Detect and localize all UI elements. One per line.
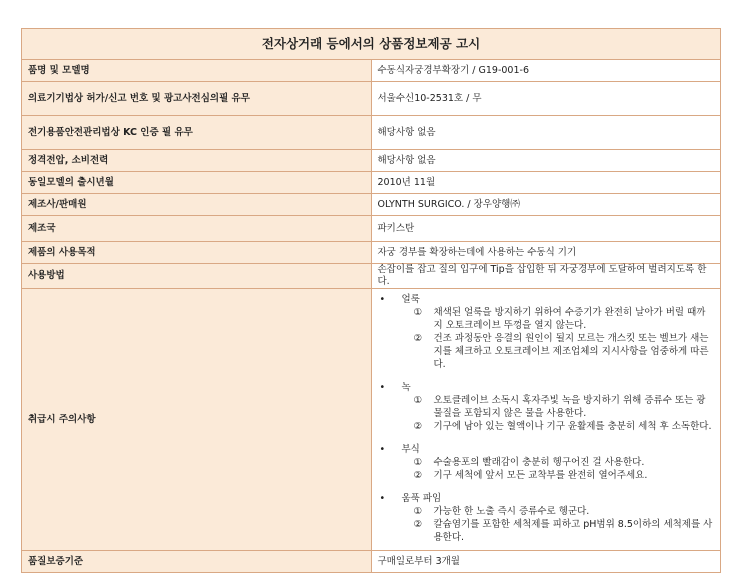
precaution-section-corrosion [378, 443, 715, 482]
item-text: 칼슘염기를 포함한 세척제를 피하고 pH범위 8.5이하의 세척제를 사용한다. [433, 519, 713, 543]
item-number: ② [413, 470, 423, 481]
row-product-name [22, 60, 721, 82]
item-text: 기구에 남아 있는 혈액이나 기구 윤활제를 충분히 세척 후 소독한다. [433, 421, 712, 432]
section-heading: 녹 [401, 381, 411, 393]
row-value: 해당사항 없음 [371, 116, 721, 150]
item-number: ① [413, 506, 423, 517]
product-info-table [21, 28, 721, 573]
product-info-notice [21, 28, 721, 573]
precaution-section-pitting [378, 492, 715, 544]
bullet-icon: • [379, 443, 386, 455]
list-item [414, 394, 715, 420]
row-label: 취급시 주의사항 [22, 289, 372, 551]
list-item [414, 505, 715, 518]
list-item [414, 332, 715, 371]
item-text: 기구 세척에 앞서 모든 교착부를 완전히 열어주세요. [433, 470, 648, 481]
row-precautions [22, 289, 721, 551]
table-title: 전자상거래 등에서의 상품정보제공 고시 [22, 29, 721, 60]
row-value: 자궁 경부를 확장하는데에 사용하는 수동식 기기 [371, 242, 721, 264]
item-number: ① [413, 457, 423, 468]
row-value: 파키스탄 [371, 216, 721, 242]
row-label: 제조사/판매원 [22, 194, 372, 216]
row-label: 사용방법 [22, 264, 372, 289]
list-item [414, 518, 715, 544]
title-row [22, 29, 721, 60]
row-label: 의료기기법상 허가/신고 번호 및 광고사전심의필 유무 [22, 82, 372, 116]
bullet-icon: • [379, 293, 386, 305]
item-text: 수술용포의 빨래감이 충분히 헹구어진 걸 사용한다. [433, 457, 645, 468]
item-text: 채색된 얼룩을 방지하기 위하여 수증기가 완전히 날아가 버릴 때까지 오토크레이브 뚜껑을 열지 않는다. [433, 307, 706, 331]
item-number: ② [413, 333, 423, 344]
row-label: 제조국 [22, 216, 372, 242]
row-value: OLYNTH SURGICO. / 장우양행㈜ [371, 194, 721, 216]
section-heading: 얼룩 [401, 293, 420, 305]
item-text: 가능한 한 노출 즉시 증류수로 헹군다. [433, 506, 590, 517]
row-usage [22, 264, 721, 289]
row-kc-cert [22, 116, 721, 150]
row-release-date [22, 172, 721, 194]
row-label: 동일모델의 출시년월 [22, 172, 372, 194]
row-country [22, 216, 721, 242]
row-value: 손잡이를 잡고 질의 입구에 Tip을 삽입한 뒤 자궁경부에 도달하여 벌려지도록 한다. [371, 264, 721, 289]
bullet-icon: • [379, 381, 386, 393]
section-heading: 움푹 파임 [401, 492, 442, 504]
item-number: ① [413, 307, 423, 318]
row-permit-number [22, 82, 721, 116]
item-number: ① [413, 395, 423, 406]
list-item [414, 469, 715, 482]
row-value: 수동식자궁경부확장기 / G19-001-6 [371, 60, 721, 82]
row-warranty [22, 551, 721, 573]
list-item [414, 306, 715, 332]
row-label: 정격전압, 소비전력 [22, 150, 372, 172]
row-value: 서울수신10-2531호 / 무 [371, 82, 721, 116]
item-text: 오토클레이브 소독시 혹자주빛 녹을 방지하기 위해 증류수 또는 광물질을 포함되지 않은 물을 사용한다. [433, 395, 706, 419]
item-number: ② [413, 519, 423, 530]
section-heading: 부식 [401, 443, 420, 455]
bullet-icon: • [379, 492, 386, 504]
row-value: 해당사항 없음 [371, 150, 721, 172]
precaution-section-rust [378, 381, 715, 433]
item-number: ② [413, 421, 423, 432]
list-item [414, 456, 715, 469]
row-value: 구매일로부터 3개월 [371, 551, 721, 573]
precautions-content [371, 289, 721, 551]
row-label: 품명 및 모델명 [22, 60, 372, 82]
row-rated-voltage [22, 150, 721, 172]
row-purpose [22, 242, 721, 264]
row-manufacturer [22, 194, 721, 216]
row-label: 전기용품안전관리법상 KC 인증 필 유무 [22, 116, 372, 150]
row-value: 2010년 11월 [371, 172, 721, 194]
row-label: 품질보증기준 [22, 551, 372, 573]
row-label: 제품의 사용목적 [22, 242, 372, 264]
list-item [414, 420, 715, 433]
item-text: 건조 과정동안 응결의 원인이 될지 모르는 개스킷 또는 벨브가 새는지를 체크하고 오토크레이브 제조업체의 지시사항을 엄중하게 따른다. [433, 333, 709, 370]
precaution-section-stain [378, 293, 715, 371]
